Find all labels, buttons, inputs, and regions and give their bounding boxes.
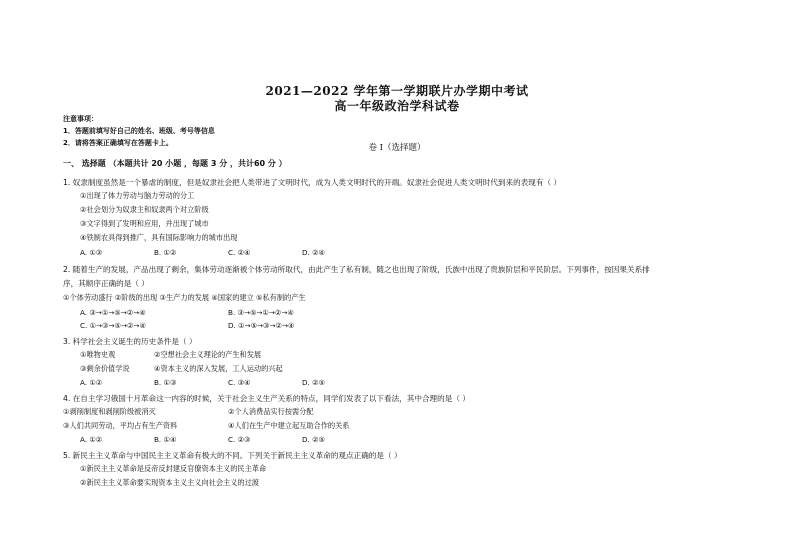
choice-d[interactable]: D. ②④ bbox=[302, 248, 325, 257]
question-3-stem: 3. 科学社会主义诞生的历史条件是（ ） bbox=[63, 337, 197, 346]
question-3-item: ③剩余价值学说 bbox=[80, 364, 130, 373]
choice-d[interactable]: D. ①→⑤→③→②→④ bbox=[228, 321, 295, 330]
choice-c[interactable]: C. ②③ bbox=[228, 435, 251, 444]
choice-b[interactable]: B. ③→⑤→①→②→④ bbox=[228, 308, 294, 317]
question-5-item: ①新民主主义革命是反帝反封建反官僚资本主义的民主革命 bbox=[80, 464, 267, 473]
choice-a[interactable]: A. ①③ bbox=[80, 248, 103, 257]
question-4-item: ④人们在生产中建立起互助合作的关系 bbox=[228, 421, 350, 430]
choice-c[interactable]: C. ②④ bbox=[228, 248, 251, 257]
question-1-stem: 1. 奴隶制度虽然是一个暴虐的制度，但是奴隶社会把人类带进了文明时代，成为人类文明时代的开端。奴隶社会促进人类文明时代到来的表现有（ ） bbox=[63, 178, 562, 187]
choice-c[interactable]: C. ③④ bbox=[228, 378, 251, 387]
question-1-item: ②社会划分为奴隶主和奴隶两个对立阶级 bbox=[80, 205, 209, 214]
question-2-stem: 2. 随着生产的发展，产品出现了剩余，集体劳动逐渐被个体劳动所取代，由此产生了私有制，随之也出现了阶级，氏族中出现了贵族阶层和平民阶层。下列事件，按因果关系排 bbox=[63, 265, 650, 274]
exam-subtitle: 高一年级政治学科试卷 bbox=[334, 99, 460, 113]
question-1-item: ④铁制农具得到推广，具有国际影响力的城市出现 bbox=[80, 233, 238, 242]
choice-a[interactable]: A. ①② bbox=[80, 435, 103, 444]
choice-d[interactable]: D. ②⑤ bbox=[302, 435, 325, 444]
question-5-stem: 5. 新民主主义革命与中国民主主义革命有极大的不同。下列关于新民主主义革命的观点正确的是（ ） bbox=[63, 451, 402, 460]
notice-label: 注意事项： bbox=[63, 115, 98, 123]
notice-item-1: 1．答题前填写好自己的姓名、班级、考号等信息 bbox=[63, 127, 215, 135]
section-title: 卷 I（选择题） bbox=[368, 143, 426, 153]
question-1-item: ①出现了体力劳动与脑力劳动的分工 bbox=[80, 191, 195, 200]
choice-a[interactable]: A. ③→①→⑤→②→④ bbox=[80, 308, 146, 317]
question-3-item: ④资本主义的深入发展，工人运动的兴起 bbox=[154, 364, 283, 373]
question-3-item: ①唯物史观 bbox=[80, 350, 116, 359]
question-4-item: ①剥削制度和剥削阶级被消灭 bbox=[63, 407, 156, 416]
question-2-items: ①个体劳动盛行 ②阶级的出现 ③生产力的发展 ④国家的建立 ⑤私有制的产生 bbox=[63, 293, 306, 302]
question-4-item: ②个人消费品实行按需分配 bbox=[228, 407, 314, 416]
question-1-item: ③文字得到了发明和应用，并出现了城市 bbox=[80, 219, 209, 228]
notice-item-2: 2．请将答案正确填写在答题卡上。 bbox=[63, 139, 173, 147]
choice-b[interactable]: B. ①③ bbox=[154, 378, 177, 387]
choice-a[interactable]: A. ①② bbox=[80, 378, 103, 387]
question-4-item: ③人们共同劳动，平均占有生产资料 bbox=[63, 421, 178, 430]
exam-title: 2021—2022 学年第一学期联片办学期中考试 bbox=[265, 84, 529, 98]
question-3-item: ②空想社会主义理论的产生和发展 bbox=[154, 350, 262, 359]
choice-b[interactable]: B. ①④ bbox=[154, 435, 177, 444]
choice-b[interactable]: B. ①② bbox=[154, 248, 177, 257]
question-5-item: ②新民主主义革命要实现资本主义主义向社会主义的过渡 bbox=[80, 478, 259, 487]
part-heading: 一、 选择题 （本题共计 20 小题 ，每题 3 分 ，共计60 分 ） bbox=[63, 159, 287, 168]
question-4-stem: 4. 在自主学习俄国十月革命这一内容的时候，关于社会主义生产关系的特点，同学们发表了以下看法，其中合理的是（ ） bbox=[63, 394, 470, 403]
choice-d[interactable]: D. ②⑤ bbox=[302, 378, 325, 387]
choice-c[interactable]: C. ①→③→⑤→②→④ bbox=[80, 321, 146, 330]
question-2-stem-cont: 序，其顺序正确的是（ ） bbox=[63, 279, 149, 288]
